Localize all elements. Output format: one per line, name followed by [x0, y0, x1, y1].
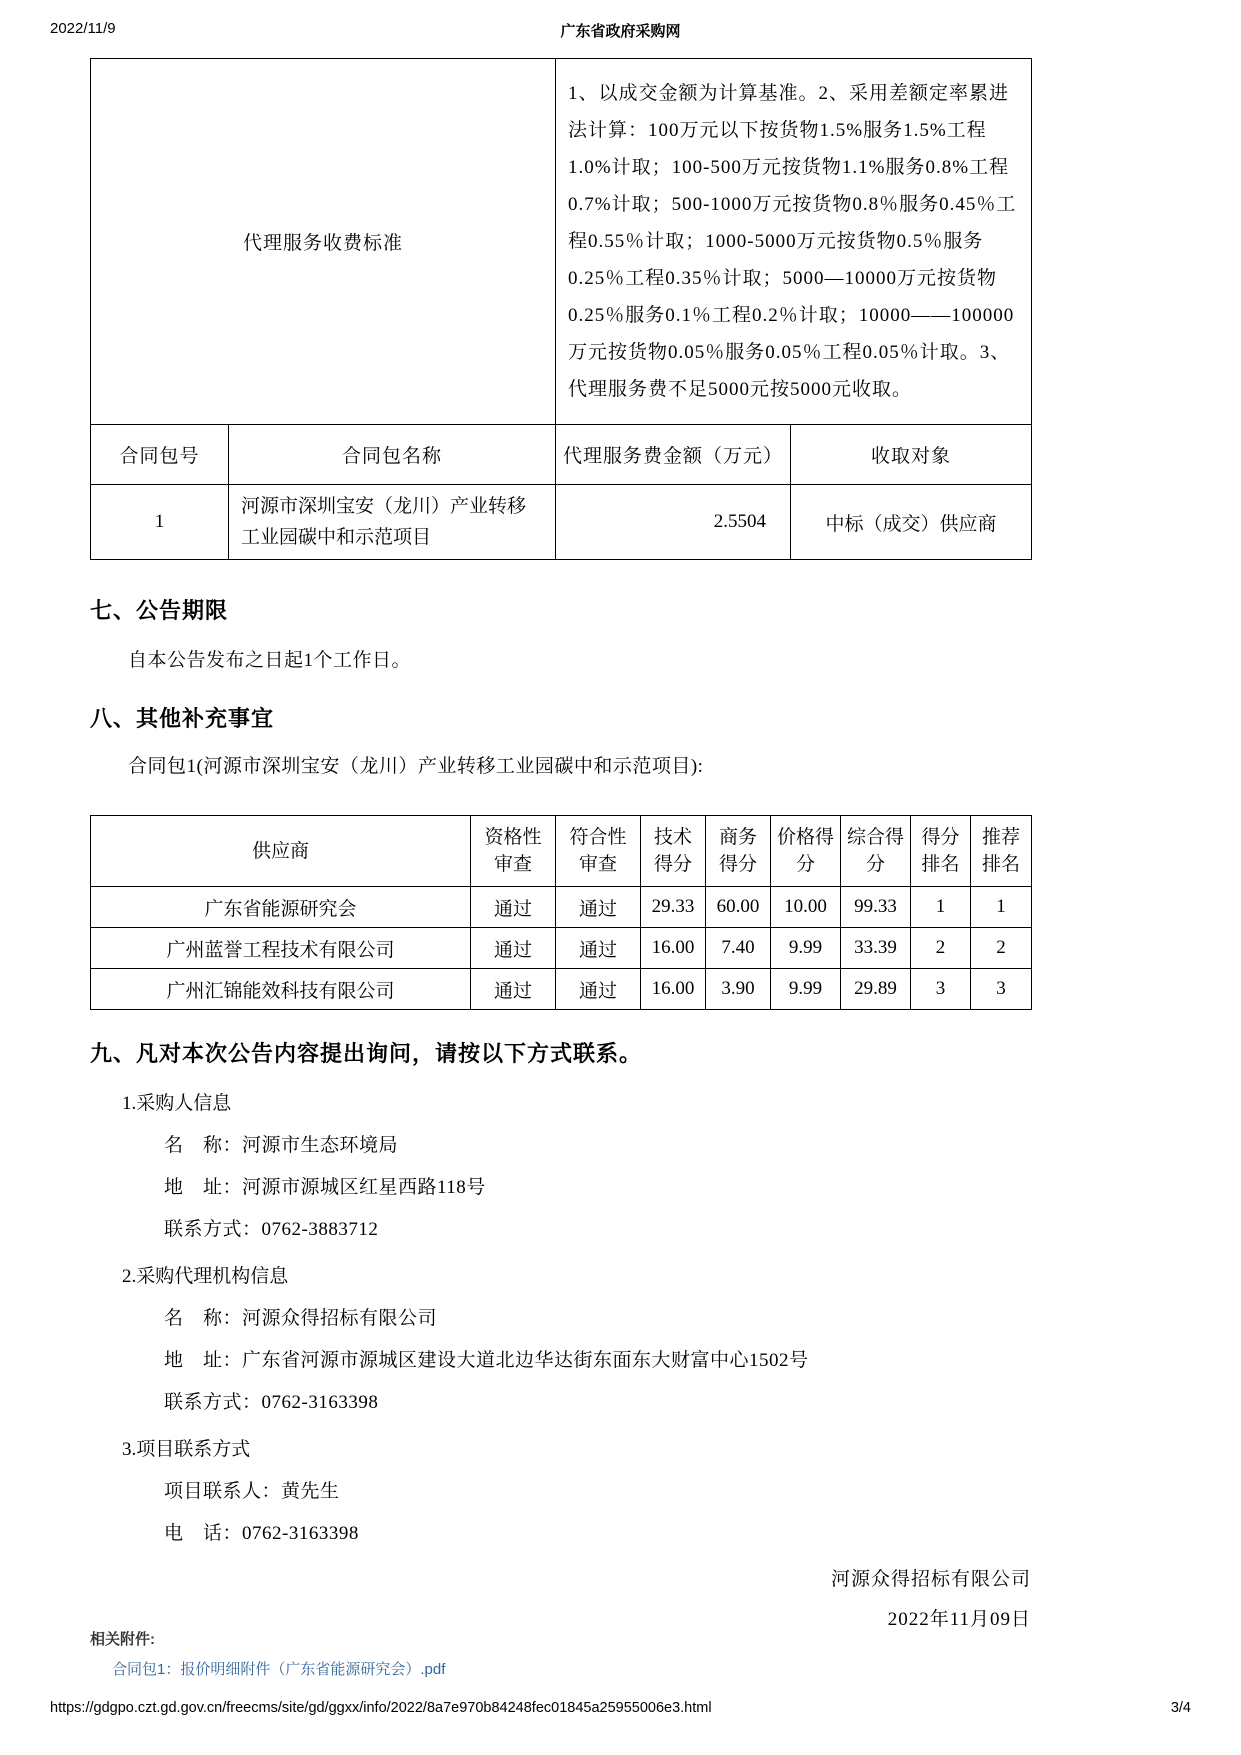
price-score: 10.00 [771, 887, 841, 928]
header-total-score: 综合得分 [841, 816, 911, 887]
qualification-result: 通过 [471, 969, 556, 1010]
business-score: 3.90 [706, 969, 771, 1010]
total-score: 99.33 [841, 887, 911, 928]
fee-standard-row [91, 59, 1032, 425]
attachment-pdf-link[interactable]: 合同包1：报价明细附件（广东省能源研究会）.pdf [112, 1661, 446, 1678]
total-score: 29.89 [841, 969, 911, 1010]
agency-fee-table [90, 58, 1032, 560]
price-score: 9.99 [771, 928, 841, 969]
cell-fee-amount: 2.5504 [556, 485, 791, 560]
qualification-result: 通过 [471, 887, 556, 928]
header-fee-amount: 代理服务费金额（万元） [556, 425, 791, 485]
purchaser-address: 地 址：河源市源城区红星西路118号 [164, 1177, 486, 1198]
conformity-result: 通过 [556, 928, 641, 969]
total-score: 33.39 [841, 928, 911, 969]
technical-score: 16.00 [641, 969, 706, 1010]
conformity-result: 通过 [556, 969, 641, 1010]
header-qualification-review: 资格性审查 [471, 816, 556, 887]
purchaser-info-title: 1.采购人信息 [122, 1093, 232, 1114]
header-business-score: 商务得分 [706, 816, 771, 887]
section9-title: 九、凡对本次公告内容提出询问，请按以下方式联系。 [90, 1041, 643, 1066]
technical-score: 29.33 [641, 887, 706, 928]
score-rank: 3 [911, 969, 971, 1010]
header-package-no: 合同包号 [91, 425, 229, 485]
score-table-header-row [91, 816, 1032, 887]
cell-package-name: 河源市深圳宝安（龙川）产业转移工业园碳中和示范项目 [229, 485, 556, 560]
attachments-label: 相关附件: [90, 1631, 155, 1648]
score-row-3 [91, 969, 1032, 1010]
supplier-name: 广州汇锦能效科技有限公司 [91, 969, 471, 1010]
fee-table-header-row [91, 425, 1032, 485]
agency-name: 名 称：河源众得招标有限公司 [164, 1308, 438, 1329]
recommend-rank: 1 [971, 887, 1032, 928]
print-date: 2022/11/9 [50, 20, 116, 37]
recommend-rank: 2 [971, 928, 1032, 969]
section8-title: 八、其他补充事宜 [90, 706, 275, 731]
purchaser-name: 名 称：河源市生态环境局 [164, 1135, 399, 1156]
purchaser-phone: 联系方式：0762-3883712 [164, 1219, 379, 1240]
section7-title: 七、公告期限 [90, 598, 229, 623]
footer-url: https://gdgpo.czt.gd.gov.cn/freecms/site/gd/ggxx/info/2022/8a7e970b84248fec01845a25955006e3.html [50, 1700, 712, 1716]
agency-info-title: 2.采购代理机构信息 [122, 1266, 289, 1287]
header-recommend-rank: 推荐排名 [971, 816, 1032, 887]
score-row-2 [91, 928, 1032, 969]
conformity-result: 通过 [556, 887, 641, 928]
score-rank: 1 [911, 887, 971, 928]
project-contact-person: 项目联系人：黄先生 [164, 1481, 340, 1502]
technical-score: 16.00 [641, 928, 706, 969]
site-title: 广东省政府采购网 [560, 23, 681, 40]
section7-body: 自本公告发布之日起1个工作日。 [128, 650, 412, 671]
score-row-1 [91, 887, 1032, 928]
business-score: 7.40 [706, 928, 771, 969]
header-package-name: 合同包名称 [229, 425, 556, 485]
header-technical-score: 技术得分 [641, 816, 706, 887]
supplier-name: 广东省能源研究会 [91, 887, 471, 928]
section8-body: 合同包1(河源市深圳宝安（龙川）产业转移工业园碳中和示范项目): [128, 756, 704, 777]
cell-fee-target: 中标（成交）供应商 [791, 485, 1032, 560]
cell-package-no: 1 [91, 485, 229, 560]
agency-address: 地 址：广东省河源市源城区建设大道北边华达街东面东大财富中心1502号 [164, 1350, 809, 1371]
header-supplier: 供应商 [91, 816, 471, 887]
footer-page-number: 3/4 [1170, 1700, 1191, 1716]
project-contact-phone: 电 话：0762-3163398 [164, 1523, 359, 1544]
fee-standard-text: 1、以成交金额为计算基准。2、采用差额定率累进法计算：100万元以下按货物1.5%服务1.5%工程1.0%计取；100-500万元按货物1.1%服务0.8%工程0.7%计取；500-1000万元按货物0.8％服务0.45％工程0.55％计取；1000-5000万元按货物0.5％服务0.25％工程0.35％计取；5000—10000万元按货物0.25％服务0.1％工程0.2％计取；10000——100000万元按货物0.05％服务0.05％工程0.05％计取。3、代理服务费不足5000元按5000元收取。 [556, 59, 1032, 425]
recommend-rank: 3 [971, 969, 1032, 1010]
price-score: 9.99 [771, 969, 841, 1010]
print-header [50, 20, 1191, 40]
project-contact-title: 3.项目联系方式 [122, 1439, 251, 1460]
fee-table-data-row [91, 485, 1032, 560]
signature-company: 河源众得招标有限公司 [830, 1569, 1031, 1590]
supplier-name: 广州蓝誉工程技术有限公司 [91, 928, 471, 969]
fee-standard-label: 代理服务收费标准 [91, 59, 556, 425]
print-footer [50, 1700, 1191, 1716]
signature-date: 2022年11月09日 [887, 1609, 1031, 1630]
qualification-result: 通过 [471, 928, 556, 969]
related-attachments [90, 1628, 445, 1679]
supplier-score-table [90, 815, 1032, 1010]
document-body [90, 0, 1031, 1640]
business-score: 60.00 [706, 887, 771, 928]
header-fee-target: 收取对象 [791, 425, 1032, 485]
score-rank: 2 [911, 928, 971, 969]
agency-phone: 联系方式：0762-3163398 [164, 1392, 379, 1413]
header-price-score: 价格得分 [771, 816, 841, 887]
header-conformity-review: 符合性审查 [556, 816, 641, 887]
header-score-rank: 得分排名 [911, 816, 971, 887]
